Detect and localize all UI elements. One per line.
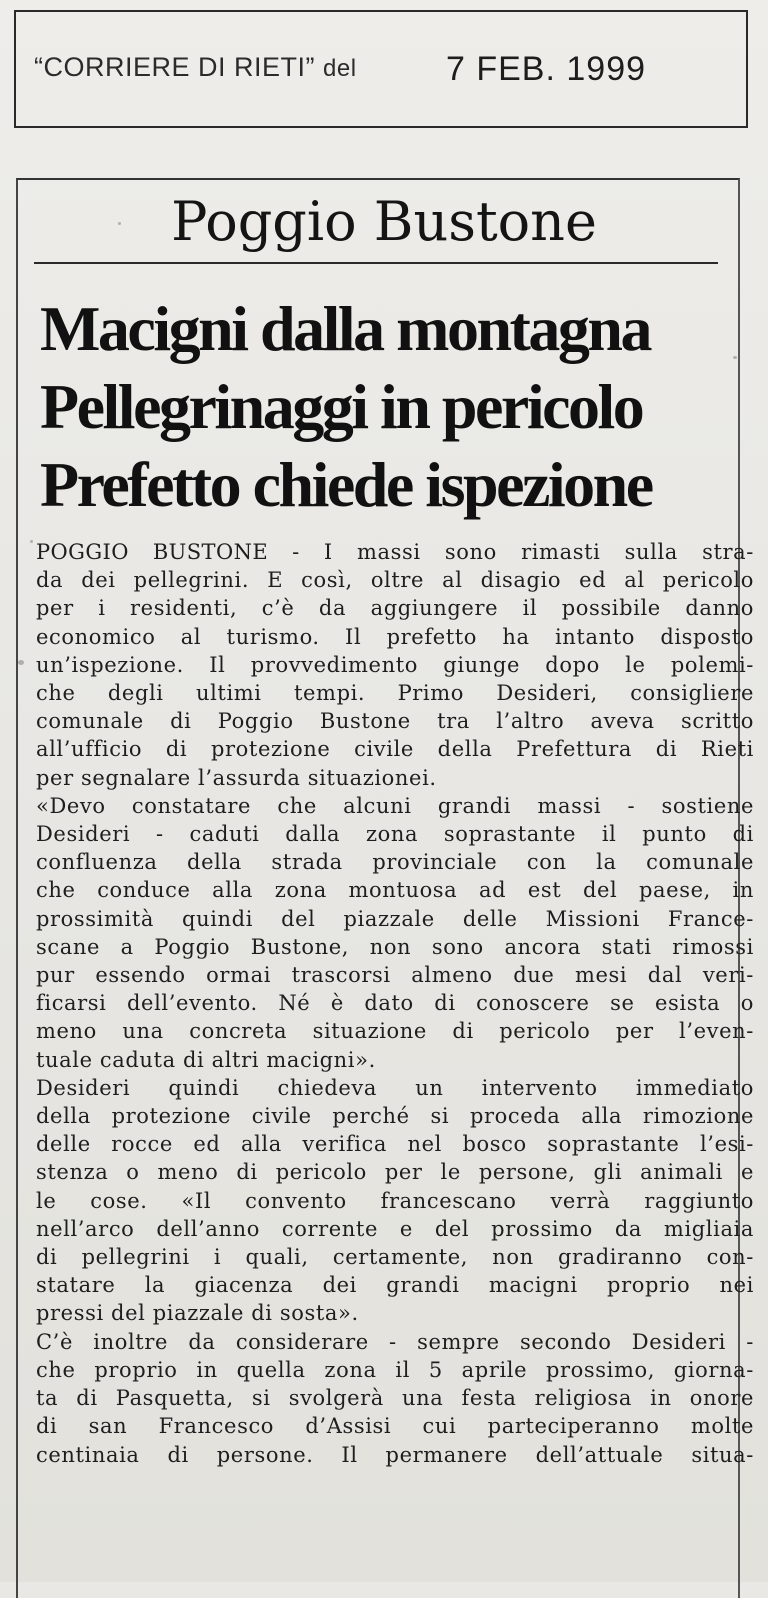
body-line: stenza o meno di pericolo per le persone, gli animali e (36, 1160, 754, 1185)
body-line: per segnalare l’assurda situazionei. (36, 765, 437, 790)
body-line: confluenza della strada provinciale con la comunale (36, 850, 754, 875)
body-line: economico al turismo. Il prefetto ha intanto disposto (36, 624, 754, 649)
body-line: nell’arco dell’anno corrente e del prossimo da migliaia (36, 1216, 754, 1241)
body-line: C’è inoltre da considerare - sempre secondo Desideri - (36, 1329, 754, 1354)
body-line: le cose. «Il convento francescano verrà raggiunto (36, 1188, 754, 1213)
body-line: della protezione civile perché si proceda alla rimozione (36, 1104, 754, 1129)
source-date: 7 FEB. 1999 (446, 50, 647, 88)
newspaper-name: “CORRIERE DI RIETI” (34, 52, 316, 82)
body-line: che degli ultimi tempi. Primo Desideri, consigliere (36, 681, 754, 706)
source-del: del (323, 55, 357, 82)
body-line-text: I massi sono rimasti sulla stra- (323, 540, 754, 564)
body-line: ficarsi dell’evento. Né è dato di conoscere se esista o (36, 991, 754, 1016)
scan-speck (18, 660, 24, 665)
body-line: scane a Poggio Bustone, non sono ancora stati rimossi (36, 934, 754, 959)
article-body (36, 538, 754, 1469)
scan-speck (733, 356, 737, 359)
body-line: «Devo constatare che alcuni grandi massi - sostiene (36, 793, 754, 818)
body-line: all’ufficio di protezione civile della Prefettura di Rieti (36, 737, 754, 762)
section-divider (34, 262, 718, 264)
body-line: centinaia di persone. Il permanere dell’attuale situa- (36, 1442, 754, 1467)
dateline: POGGIO BUSTONE - (36, 540, 300, 564)
body-line: che proprio in quella zona il 5 aprile prossimo, giorna- (36, 1357, 754, 1382)
body-line: meno una concreta situazione di pericolo per l’even- (36, 1019, 754, 1044)
body-line: per i residenti, c’è da aggiungere il possibile danno (36, 596, 754, 621)
body-line: Desideri quindi chiedeva un intervento immediato (36, 1075, 754, 1100)
body-line: un’ispezione. Il provvedimento giunge dopo le polemi- (36, 652, 754, 677)
headline-line-3: Prefetto chiede ispezione (40, 449, 652, 520)
body-line: Desideri - caduti dalla zona soprastante il punto di (36, 822, 754, 847)
newspaper-source (34, 52, 357, 83)
headline-line-2: Pellegrinaggi in pericolo (40, 371, 643, 442)
body-line: pressi del piazzale di sosta». (36, 1301, 359, 1326)
body-line: da dei pellegrini. E così, oltre al disagio ed al pericolo (36, 568, 754, 593)
body-line: che conduce alla zona montuosa ad est del paese, in (36, 878, 754, 903)
scan-speck (118, 222, 121, 225)
body-line: tuale caduta di altri macigni». (36, 1047, 376, 1072)
body-line: ta di Pasquetta, si svolgerà una festa religiosa in onore (36, 1386, 754, 1411)
body-line: delle rocce ed alla verifica nel bosco soprastante l’esi- (36, 1132, 754, 1157)
body-line: statare la giacenza dei grandi macigni proprio nei (36, 1273, 754, 1298)
body-line: pur essendo ormai trascorsi almeno due mesi dal veri- (36, 963, 754, 988)
body-line: comunale di Poggio Bustone tra l’altro aveva scritto (36, 709, 754, 734)
body-line: prossimità quindi del piazzale delle Missioni France- (36, 906, 754, 931)
section-title: Poggio Bustone (171, 190, 597, 253)
headline-line-1: Macigni dalla montagna (40, 293, 650, 364)
body-line (36, 538, 754, 566)
scan-speck (30, 540, 33, 543)
body-line: di pellegrini i quali, certamente, non gradiranno con- (36, 1245, 754, 1270)
body-line: di san Francesco d’Assisi cui parteciperanno molte (36, 1414, 754, 1439)
